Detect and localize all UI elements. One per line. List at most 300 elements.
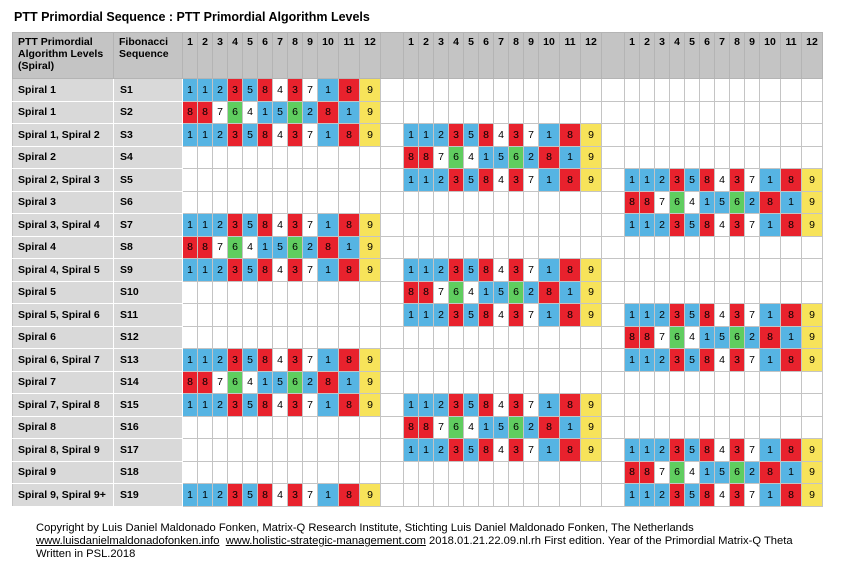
sequence-digit-cell: 1	[318, 79, 339, 102]
empty-cell	[625, 394, 640, 417]
empty-cell	[303, 461, 318, 484]
sequence-digit-cell: 4	[273, 349, 288, 372]
empty-cell	[655, 281, 670, 304]
empty-cell	[288, 439, 303, 462]
empty-cell	[183, 191, 198, 214]
empty-cell	[303, 146, 318, 169]
spiral-level-label: Spiral 8, Spiral 9	[13, 439, 114, 462]
sequence-digit-cell: 8	[258, 259, 273, 282]
empty-cell	[715, 79, 730, 102]
sequence-digit-cell: 1	[625, 214, 640, 237]
empty-cell	[524, 484, 539, 507]
sequence-digit-cell: 8	[404, 281, 419, 304]
sequence-digit-cell: 1	[258, 101, 273, 124]
empty-cell	[404, 371, 419, 394]
column-number-header: 1	[625, 33, 640, 79]
sequence-digit-cell: 2	[434, 259, 449, 282]
empty-cell	[715, 101, 730, 124]
empty-cell	[745, 281, 760, 304]
empty-cell	[258, 169, 273, 192]
spacer-cell	[602, 439, 625, 462]
empty-cell	[560, 214, 581, 237]
sequence-digit-cell: 4	[715, 439, 730, 462]
sequence-label: S13	[114, 349, 183, 372]
empty-cell	[524, 214, 539, 237]
empty-cell	[494, 214, 509, 237]
sequence-digit-cell: 1	[318, 124, 339, 147]
sequence-digit-cell: 9	[581, 394, 602, 417]
sequence-digit-cell: 1	[198, 259, 213, 282]
sequence-digit-cell: 8	[339, 394, 360, 417]
sequence-digit-cell: 1	[419, 259, 434, 282]
sequence-digit-cell: 1	[539, 439, 560, 462]
sequence-digit-cell: 3	[670, 214, 685, 237]
sequence-digit-cell: 1	[258, 371, 273, 394]
empty-cell	[318, 191, 339, 214]
empty-cell	[318, 304, 339, 327]
spacer-cell	[602, 191, 625, 214]
sequence-digit-cell: 2	[434, 439, 449, 462]
empty-cell	[581, 214, 602, 237]
empty-cell	[560, 326, 581, 349]
spacer-cell	[381, 416, 404, 439]
spiral-level-label: Spiral 5	[13, 281, 114, 304]
sequence-digit-cell: 3	[730, 304, 745, 327]
empty-cell	[670, 124, 685, 147]
sequence-label: S18	[114, 461, 183, 484]
empty-cell	[213, 461, 228, 484]
empty-cell	[339, 304, 360, 327]
empty-cell	[198, 326, 213, 349]
sequence-digit-cell: 1	[640, 304, 655, 327]
table-row	[13, 416, 823, 439]
sequence-digit-cell: 5	[243, 124, 258, 147]
spiral-level-label: Spiral 8	[13, 416, 114, 439]
sequence-digit-cell: 7	[655, 326, 670, 349]
empty-cell	[228, 281, 243, 304]
sequence-digit-cell: 1	[318, 214, 339, 237]
empty-cell	[539, 484, 560, 507]
empty-cell	[509, 214, 524, 237]
spacer-cell	[381, 236, 404, 259]
empty-cell	[258, 461, 273, 484]
sequence-digit-cell: 1	[339, 236, 360, 259]
column-number-header: 6	[479, 33, 494, 79]
sequence-label: S5	[114, 169, 183, 192]
column-number-header: 8	[509, 33, 524, 79]
sequence-digit-cell: 1	[183, 79, 198, 102]
empty-cell	[655, 124, 670, 147]
table-row	[13, 349, 823, 372]
sequence-digit-cell: 7	[434, 416, 449, 439]
empty-cell	[640, 79, 655, 102]
empty-cell	[339, 326, 360, 349]
empty-cell	[318, 461, 339, 484]
author-website-link[interactable]: www.luisdanielmaldonadofonken.info	[36, 535, 220, 547]
sequence-digit-cell: 1	[183, 124, 198, 147]
empty-cell	[464, 236, 479, 259]
empty-cell	[183, 326, 198, 349]
sequence-digit-cell: 9	[360, 371, 381, 394]
empty-cell	[524, 236, 539, 259]
sequence-digit-cell: 9	[360, 124, 381, 147]
empty-cell	[464, 214, 479, 237]
empty-cell	[360, 461, 381, 484]
sequence-digit-cell: 8	[318, 371, 339, 394]
empty-cell	[700, 101, 715, 124]
sequence-digit-cell: 6	[670, 461, 685, 484]
spiral-level-label: Spiral 4, Spiral 5	[13, 259, 114, 282]
spiral-level-label: Spiral 2	[13, 146, 114, 169]
empty-cell	[360, 191, 381, 214]
spiral-level-label: Spiral 5, Spiral 6	[13, 304, 114, 327]
column-number-header: 7	[273, 33, 288, 79]
empty-cell	[509, 101, 524, 124]
sequence-digit-cell: 6	[228, 371, 243, 394]
empty-cell	[715, 416, 730, 439]
spacer-cell	[602, 304, 625, 327]
sequence-digit-cell: 9	[802, 349, 823, 372]
spacer-cell	[381, 326, 404, 349]
sequence-digit-cell: 3	[228, 259, 243, 282]
sequence-digit-cell: 4	[243, 236, 258, 259]
empty-cell	[360, 146, 381, 169]
sequence-digit-cell: 8	[640, 326, 655, 349]
empty-cell	[183, 304, 198, 327]
empty-cell	[700, 79, 715, 102]
empty-cell	[464, 484, 479, 507]
empty-cell	[273, 304, 288, 327]
sequence-digit-cell: 1	[760, 484, 781, 507]
sequence-digit-cell: 7	[213, 236, 228, 259]
empty-cell	[404, 101, 419, 124]
spacer-cell	[381, 371, 404, 394]
empty-cell	[464, 79, 479, 102]
sequence-digit-cell: 1	[479, 281, 494, 304]
sequence-digit-cell: 8	[198, 236, 213, 259]
sequence-digit-cell: 8	[640, 191, 655, 214]
spiral-level-label: Spiral 1	[13, 101, 114, 124]
empty-cell	[715, 394, 730, 417]
empty-cell	[434, 191, 449, 214]
sequence-digit-cell: 7	[303, 349, 318, 372]
management-website-link[interactable]: www.holistic-strategic-management.com	[225, 535, 426, 547]
sequence-digit-cell: 3	[730, 484, 745, 507]
empty-cell	[760, 394, 781, 417]
sequence-digit-cell: 1	[539, 394, 560, 417]
empty-cell	[655, 371, 670, 394]
empty-cell	[802, 259, 823, 282]
sequence-digit-cell: 2	[655, 169, 670, 192]
empty-cell	[730, 259, 745, 282]
sequence-digit-cell: 8	[781, 304, 802, 327]
sequence-digit-cell: 8	[781, 439, 802, 462]
sequence-digit-cell: 5	[243, 394, 258, 417]
sequence-digit-cell: 4	[494, 439, 509, 462]
table-row	[13, 461, 823, 484]
table-header	[13, 33, 823, 79]
sequence-label: S16	[114, 416, 183, 439]
empty-cell	[228, 304, 243, 327]
empty-cell	[581, 371, 602, 394]
sequence-label: S11	[114, 304, 183, 327]
spiral-level-label: Spiral 3	[13, 191, 114, 214]
spacer-cell	[381, 281, 404, 304]
empty-cell	[464, 191, 479, 214]
sequence-digit-cell: 8	[479, 304, 494, 327]
sequence-digit-cell: 5	[685, 484, 700, 507]
table-row	[13, 236, 823, 259]
empty-cell	[228, 169, 243, 192]
sequence-digit-cell: 4	[273, 259, 288, 282]
empty-cell	[802, 394, 823, 417]
sequence-digit-cell: 4	[494, 394, 509, 417]
empty-cell	[700, 146, 715, 169]
empty-cell	[434, 484, 449, 507]
empty-cell	[781, 259, 802, 282]
sequence-digit-cell: 9	[581, 304, 602, 327]
sequence-digit-cell: 3	[288, 349, 303, 372]
empty-cell	[434, 461, 449, 484]
empty-cell	[243, 281, 258, 304]
sequence-digit-cell: 9	[802, 461, 823, 484]
sequence-digit-cell: 8	[539, 146, 560, 169]
sequence-digit-cell: 3	[228, 394, 243, 417]
spacer-cell	[381, 461, 404, 484]
empty-cell	[339, 169, 360, 192]
empty-cell	[685, 416, 700, 439]
empty-cell	[745, 371, 760, 394]
column-number-header: 10	[318, 33, 339, 79]
sequence-digit-cell: 8	[339, 79, 360, 102]
empty-cell	[509, 191, 524, 214]
sequence-digit-cell: 9	[581, 259, 602, 282]
sequence-digit-cell: 3	[509, 304, 524, 327]
sequence-digit-cell: 1	[781, 326, 802, 349]
sequence-digit-cell: 1	[539, 304, 560, 327]
empty-cell	[715, 259, 730, 282]
empty-cell	[509, 326, 524, 349]
sequence-digit-cell: 3	[730, 439, 745, 462]
empty-cell	[303, 281, 318, 304]
empty-cell	[213, 191, 228, 214]
empty-cell	[183, 146, 198, 169]
sequence-digit-cell: 1	[339, 101, 360, 124]
sequence-digit-cell: 3	[228, 214, 243, 237]
empty-cell	[449, 214, 464, 237]
empty-cell	[449, 79, 464, 102]
sequence-digit-cell: 6	[670, 326, 685, 349]
sequence-digit-cell: 1	[625, 304, 640, 327]
sequence-digit-cell: 1	[258, 236, 273, 259]
empty-cell	[760, 124, 781, 147]
empty-cell	[243, 326, 258, 349]
sequence-digit-cell: 5	[494, 281, 509, 304]
empty-cell	[802, 124, 823, 147]
empty-cell	[449, 349, 464, 372]
spacer-cell	[381, 484, 404, 507]
sequence-digit-cell: 2	[655, 304, 670, 327]
sequence-digit-cell: 5	[685, 304, 700, 327]
empty-cell	[802, 416, 823, 439]
empty-cell	[625, 124, 640, 147]
empty-cell	[339, 281, 360, 304]
empty-cell	[802, 371, 823, 394]
spacer-cell	[602, 281, 625, 304]
empty-cell	[419, 326, 434, 349]
empty-cell	[434, 79, 449, 102]
empty-cell	[494, 484, 509, 507]
sequence-digit-cell: 1	[183, 394, 198, 417]
empty-cell	[745, 394, 760, 417]
column-number-header: 12	[581, 33, 602, 79]
empty-cell	[745, 259, 760, 282]
sequence-digit-cell: 9	[360, 394, 381, 417]
sequence-digit-cell: 2	[303, 371, 318, 394]
sequence-digit-cell: 1	[318, 259, 339, 282]
sequence-digit-cell: 4	[685, 191, 700, 214]
empty-cell	[670, 259, 685, 282]
sequence-digit-cell: 1	[625, 349, 640, 372]
sequence-digit-cell: 5	[685, 169, 700, 192]
sequence-digit-cell: 5	[243, 259, 258, 282]
sequence-digit-cell: 1	[419, 169, 434, 192]
empty-cell	[655, 146, 670, 169]
empty-cell	[404, 349, 419, 372]
spacer-cell	[381, 79, 404, 102]
sequence-digit-cell: 4	[494, 169, 509, 192]
sequence-digit-cell: 8	[404, 416, 419, 439]
sequence-digit-cell: 3	[228, 484, 243, 507]
empty-cell	[288, 281, 303, 304]
column-number-header: 6	[258, 33, 273, 79]
empty-cell	[318, 326, 339, 349]
empty-cell	[479, 484, 494, 507]
empty-cell	[781, 124, 802, 147]
sequence-digit-cell: 1	[198, 214, 213, 237]
spiral-level-label: Spiral 6, Spiral 7	[13, 349, 114, 372]
empty-cell	[258, 281, 273, 304]
sequence-digit-cell: 3	[288, 394, 303, 417]
sequence-digit-cell: 4	[685, 326, 700, 349]
empty-cell	[560, 371, 581, 394]
empty-cell	[434, 349, 449, 372]
empty-cell	[539, 101, 560, 124]
sequence-digit-cell: 8	[479, 169, 494, 192]
sequence-digit-cell: 9	[802, 484, 823, 507]
sequence-digit-cell: 3	[670, 169, 685, 192]
empty-cell	[760, 79, 781, 102]
empty-cell	[700, 371, 715, 394]
empty-cell	[303, 169, 318, 192]
sequence-digit-cell: 4	[715, 214, 730, 237]
empty-cell	[228, 191, 243, 214]
empty-cell	[360, 326, 381, 349]
empty-cell	[640, 236, 655, 259]
empty-cell	[524, 101, 539, 124]
empty-cell	[360, 281, 381, 304]
sequence-label: S10	[114, 281, 183, 304]
spiral-level-label: Spiral 4	[13, 236, 114, 259]
empty-cell	[715, 146, 730, 169]
sequence-digit-cell: 2	[524, 281, 539, 304]
sequence-digit-cell: 5	[715, 326, 730, 349]
sequence-digit-cell: 1	[419, 124, 434, 147]
column-number-header: 3	[434, 33, 449, 79]
sequence-digit-cell: 7	[655, 191, 670, 214]
empty-cell	[700, 416, 715, 439]
spacer-cell	[602, 461, 625, 484]
empty-cell	[419, 371, 434, 394]
empty-cell	[781, 101, 802, 124]
empty-cell	[273, 191, 288, 214]
column-number-header: 10	[760, 33, 781, 79]
sequence-digit-cell: 9	[360, 101, 381, 124]
empty-cell	[539, 349, 560, 372]
sequence-digit-cell: 1	[318, 349, 339, 372]
empty-cell	[781, 281, 802, 304]
sequence-digit-cell: 8	[198, 101, 213, 124]
empty-cell	[715, 281, 730, 304]
empty-cell	[419, 79, 434, 102]
empty-cell	[581, 236, 602, 259]
empty-cell	[745, 416, 760, 439]
sequence-digit-cell: 1	[404, 169, 419, 192]
column-number-header: 1	[404, 33, 419, 79]
sequence-digit-cell: 8	[625, 461, 640, 484]
empty-cell	[625, 281, 640, 304]
sequence-digit-cell: 4	[273, 124, 288, 147]
table-row	[13, 326, 823, 349]
sequence-digit-cell: 9	[581, 169, 602, 192]
sequence-label: S9	[114, 259, 183, 282]
sequence-digit-cell: 2	[213, 349, 228, 372]
empty-cell	[258, 416, 273, 439]
sequence-digit-cell: 4	[273, 394, 288, 417]
sequence-digit-cell: 8	[479, 394, 494, 417]
empty-cell	[243, 304, 258, 327]
empty-cell	[434, 214, 449, 237]
sequence-digit-cell: 3	[509, 124, 524, 147]
empty-cell	[198, 461, 213, 484]
empty-cell	[243, 416, 258, 439]
spacer-cell	[381, 146, 404, 169]
sequence-digit-cell: 1	[404, 259, 419, 282]
empty-cell	[581, 484, 602, 507]
sequence-digit-cell: 8	[183, 101, 198, 124]
sequence-digit-cell: 1	[183, 259, 198, 282]
empty-cell	[360, 304, 381, 327]
empty-cell	[464, 371, 479, 394]
sequence-digit-cell: 8	[781, 349, 802, 372]
empty-cell	[258, 304, 273, 327]
sequence-digit-cell: 2	[745, 326, 760, 349]
sequence-digit-cell: 5	[464, 304, 479, 327]
empty-cell	[404, 326, 419, 349]
empty-cell	[781, 416, 802, 439]
sequence-digit-cell: 7	[213, 101, 228, 124]
sequence-digit-cell: 1	[318, 484, 339, 507]
sequence-digit-cell: 7	[434, 281, 449, 304]
empty-cell	[288, 191, 303, 214]
empty-cell	[449, 484, 464, 507]
spacer-cell	[381, 169, 404, 192]
sequence-digit-cell: 7	[745, 484, 760, 507]
column-number-header: 9	[303, 33, 318, 79]
sequence-digit-cell: 8	[700, 349, 715, 372]
empty-cell	[730, 236, 745, 259]
sequence-digit-cell: 2	[524, 146, 539, 169]
